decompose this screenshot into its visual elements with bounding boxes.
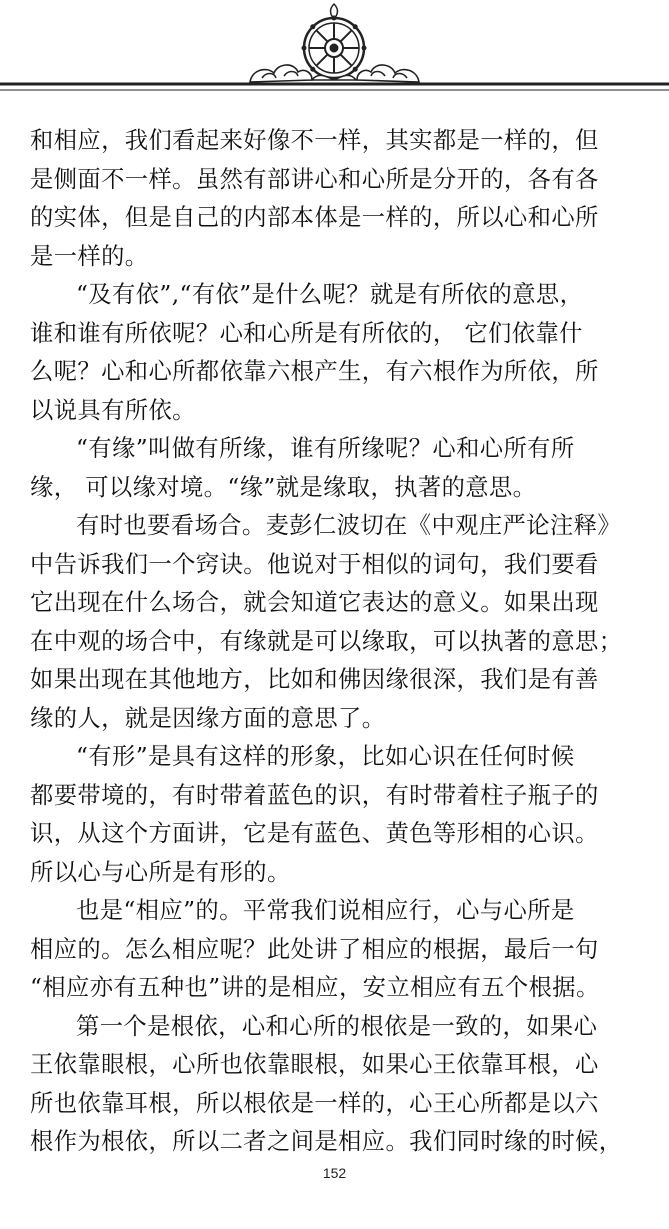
paragraph bbox=[30, 892, 642, 1008]
text-line: 第一个是根依，心和心所的根依是一致的，如果心 bbox=[76, 1012, 598, 1040]
text-line: 它出现在什么场合，就会知道它表达的意义。如果出现 bbox=[30, 589, 599, 616]
text-line: 和相应，我们看起来好像不一样，其实都是一样的，但 bbox=[30, 127, 599, 154]
text-line: 缘， 可以缘对境。“缘”就是缘取，执著的意思。 bbox=[30, 473, 537, 501]
text-line: 所也依靠耳根，所以根依是一样的，心王心所都是以六 bbox=[30, 1089, 599, 1117]
dharma-wheel-icon bbox=[302, 4, 367, 80]
text-line: 根作为根依，所以二者之间是相应。我们同时缘的时候， bbox=[30, 1128, 623, 1155]
text-line: 也是“相应”的。平常我们说相应行，心与心所是 bbox=[76, 897, 575, 924]
page-body bbox=[30, 122, 642, 1162]
text-line: 中告诉我们一个窍诀。他说对于相似的词句，我们要看 bbox=[30, 550, 599, 578]
text-line: 王依靠眼根，心所也依靠眼根，如果心王依靠耳根，心 bbox=[30, 1051, 599, 1078]
text-line: 谁和谁有所依呢？心和心所是有所依的， 它们依靠什 bbox=[30, 319, 583, 347]
text-line: “及有依”,“有依”是什么呢？就是有所依的意思， bbox=[76, 281, 584, 308]
text-line: 有时也要看场合。麦彭仁波切在《中观庄严论注释》 bbox=[76, 512, 622, 539]
text-line: 是侧面不一样。虽然有部讲心和心所是分开的，各有各 bbox=[30, 165, 599, 193]
text-line: 都要带境的，有时带着蓝色的识，有时带着柱子瓶子的 bbox=[30, 781, 599, 809]
cloud-ornament-icon bbox=[357, 65, 419, 82]
text-line: 相应的。怎么相应呢？此处讲了相应的根据，最后一句 bbox=[30, 935, 599, 963]
text-line: 么呢？心和心所都依靠六根产生，有六根作为所依，所 bbox=[30, 358, 599, 385]
text-line: 所以心与心所是有形的。 bbox=[30, 858, 291, 886]
text-line: 是一样的。 bbox=[30, 242, 149, 270]
text-line: “有缘”叫做有所缘，谁有所缘呢？心和心所有所 bbox=[76, 435, 575, 462]
text-line: “有形”是具有这样的形象，比如心识在任何时候 bbox=[76, 743, 575, 770]
text-line: 缘的人，就是因缘方面的意思了。 bbox=[30, 704, 386, 732]
text-line: 如果出现在其他地方，比如和佛因缘很深，我们是有善 bbox=[30, 666, 599, 693]
paragraph bbox=[30, 738, 642, 892]
page-header-ornament bbox=[0, 0, 669, 100]
text-line: 识，从这个方面讲，它是有蓝色、黄色等形相的心识。 bbox=[30, 820, 599, 847]
header-ornament-graphic bbox=[0, 0, 669, 100]
text-line: “相应亦有五种也”讲的是相应，安立相应有五个根据。 bbox=[30, 974, 600, 1001]
paragraph bbox=[30, 507, 642, 738]
cloud-ornament-icon bbox=[250, 65, 312, 82]
paragraph bbox=[30, 276, 642, 430]
text-line: 的实体，但是自己的内部本体是一样的，所以心和心所 bbox=[30, 204, 599, 231]
paragraph bbox=[30, 430, 642, 507]
paragraph bbox=[30, 1008, 642, 1162]
header-rule bbox=[0, 84, 669, 90]
page-number: 152 bbox=[322, 1165, 347, 1181]
text-line: 以说具有所依。 bbox=[30, 396, 196, 424]
text-line: 在中观的场合中，有缘就是可以缘取，可以执著的意思； bbox=[30, 627, 623, 655]
paragraph bbox=[30, 122, 642, 276]
